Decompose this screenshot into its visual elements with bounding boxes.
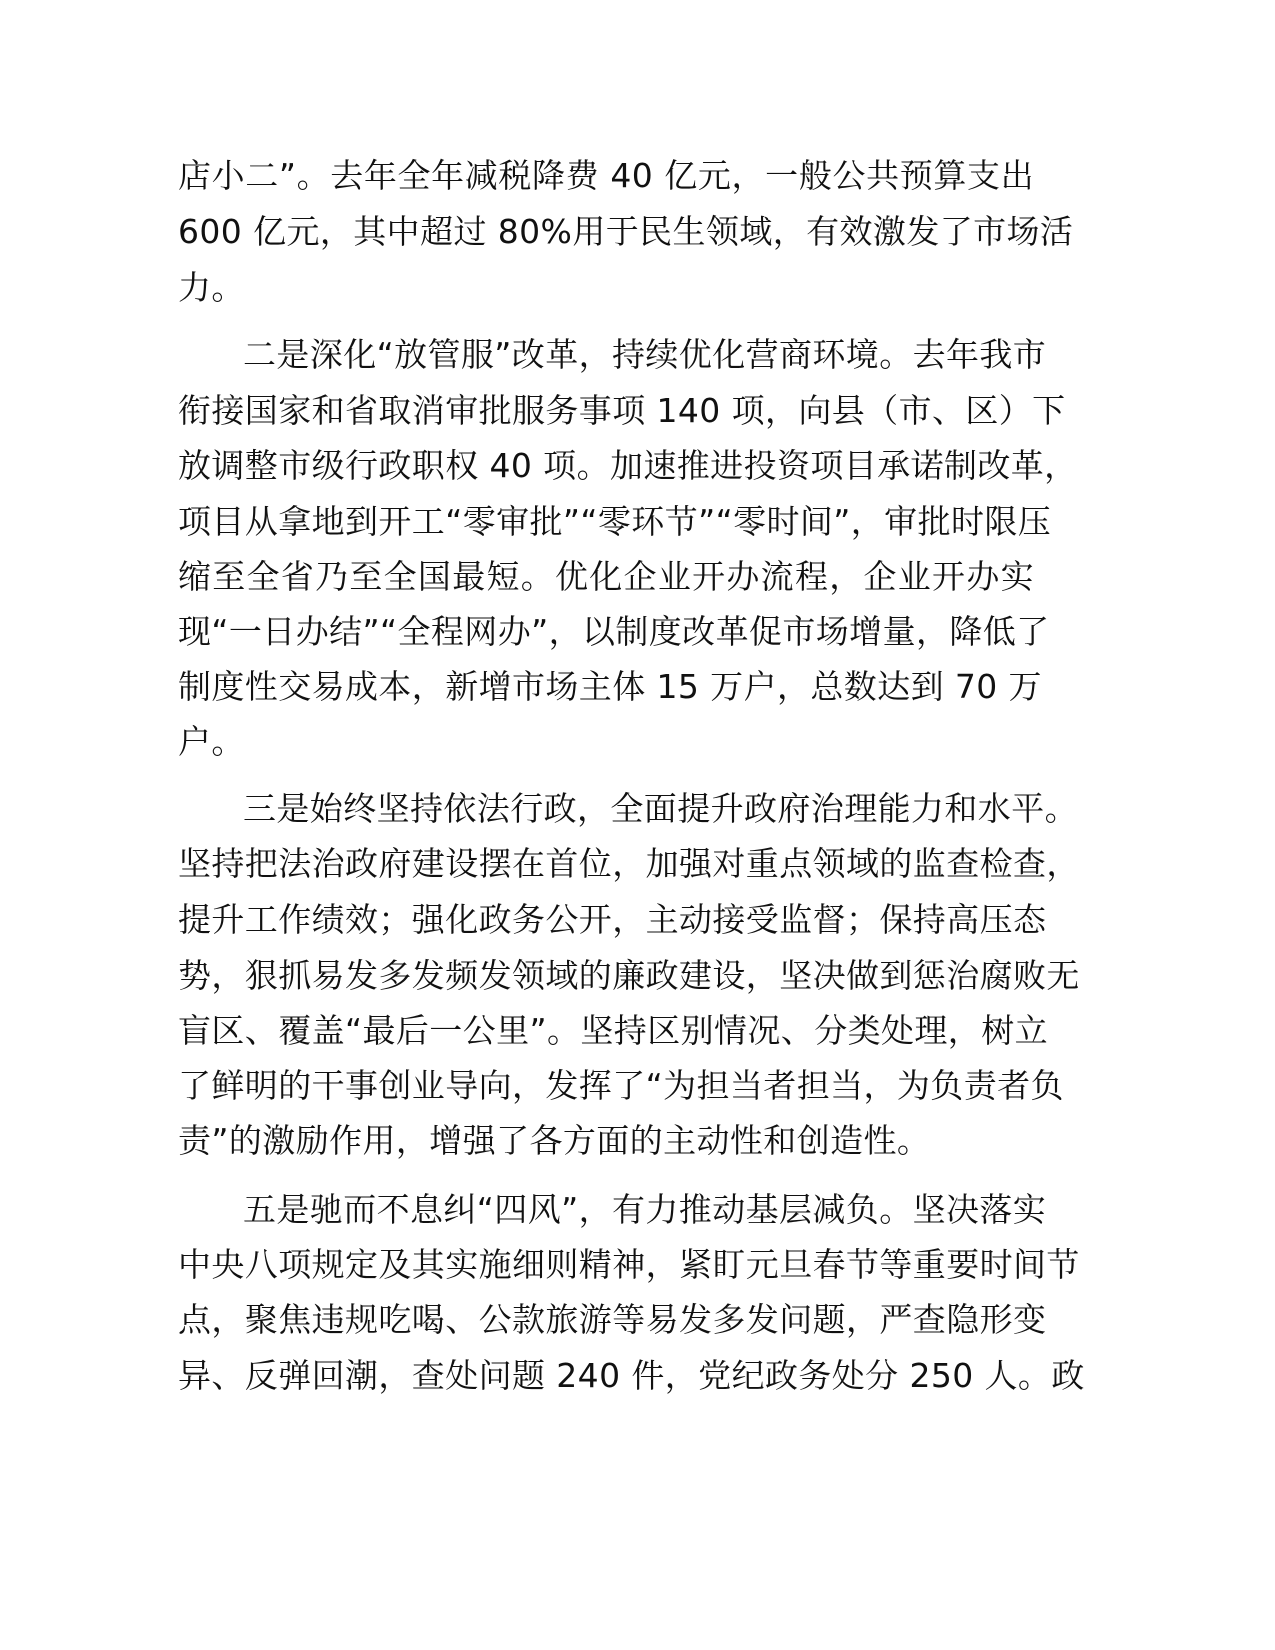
line-text: 户。 xyxy=(178,722,245,761)
paragraph-line xyxy=(0,1348,1275,1404)
line-text: 三是始终坚持依法行政，全面提升政府治理能力和水平。 xyxy=(243,789,1078,828)
line-text: 坚持把法治政府建设摆在首位，加强对重点领域的监查检查， xyxy=(178,844,1080,883)
paragraph-line xyxy=(0,781,1275,837)
line-text: 五是驰而不息纠“四风”，有力推动基层减负。坚决落实 xyxy=(243,1190,1047,1229)
line-text: 点，聚焦违规吃喝、公款旅游等易发多发问题，严查隐形变 xyxy=(178,1300,1047,1339)
paragraph-line xyxy=(0,948,1275,1004)
paragraph-line xyxy=(0,494,1275,550)
line-text: 责”的激励作用，增强了各方面的主动性和创造性。 xyxy=(178,1121,931,1160)
paragraph-line xyxy=(0,604,1275,660)
line-text: 提升工作绩效；强化政务公开，主动接受监督；保持高压态 xyxy=(178,900,1047,939)
paragraph-line xyxy=(0,383,1275,439)
paragraph-line xyxy=(0,892,1275,948)
line-text: 力。 xyxy=(178,268,245,307)
line-text: 缩至全省乃至全国最短。优化企业开办流程，企业开办实 xyxy=(178,557,1034,596)
line-text: 势，狠抓易发多发频发领域的廉政建设，坚决做到惩治腐败无 xyxy=(178,956,1080,995)
paragraph-line xyxy=(0,1182,1275,1238)
paragraph-line xyxy=(0,260,1275,316)
paragraph-line xyxy=(0,836,1275,892)
line-text: 盲区、覆盖“最后一公里”。坚持区别情况、分类处理，树立 xyxy=(178,1011,1048,1050)
line-text: 放调整市级行政职权 40 项。加速推进投资项目承诺制改革， xyxy=(178,446,1078,485)
line-text: 项目从拿地到开工“零审批”“零环节”“零时间”，审批时限压 xyxy=(178,502,1052,541)
paragraph-line xyxy=(0,1113,1275,1169)
paragraph-line xyxy=(0,659,1275,715)
paragraph-line xyxy=(0,1292,1275,1348)
paragraph-line xyxy=(0,204,1275,260)
line-text: 异、反弹回潮，查处问题 240 件，党纪政务处分 250 人。政 xyxy=(178,1356,1085,1395)
line-text: 二是深化“放管服”改革，持续优化营商环境。去年我市 xyxy=(243,335,1047,374)
line-text: 店小二”。去年全年减税降费 40 亿元，一般公共预算支出 xyxy=(178,156,1034,195)
paragraph-line xyxy=(0,714,1275,770)
line-text: 了鲜明的干事创业导向，发挥了“为担当者担当，为负责者负 xyxy=(178,1066,1064,1105)
paragraph-line xyxy=(0,327,1275,383)
paragraph-line xyxy=(0,1237,1275,1293)
line-text: 现“一日办结”“全程网办”，以制度改革促市场增量，降低了 xyxy=(178,612,1050,651)
line-text: 600 亿元，其中超过 80%用于民生领域，有效激发了市场活 xyxy=(178,212,1074,251)
paragraph-line xyxy=(0,1058,1275,1114)
paragraph-line xyxy=(0,549,1275,605)
paragraph-line xyxy=(0,1003,1275,1059)
paragraph-line xyxy=(0,438,1275,494)
line-text: 衔接国家和省取消审批服务事项 140 项，向县（市、区）下 xyxy=(178,391,1066,430)
paragraph-line xyxy=(0,148,1275,204)
line-text: 制度性交易成本，新增市场主体 15 万户，总数达到 70 万 xyxy=(178,667,1042,706)
line-text: 中央八项规定及其实施细则精神，紧盯元旦春节等重要时间节 xyxy=(178,1245,1080,1284)
